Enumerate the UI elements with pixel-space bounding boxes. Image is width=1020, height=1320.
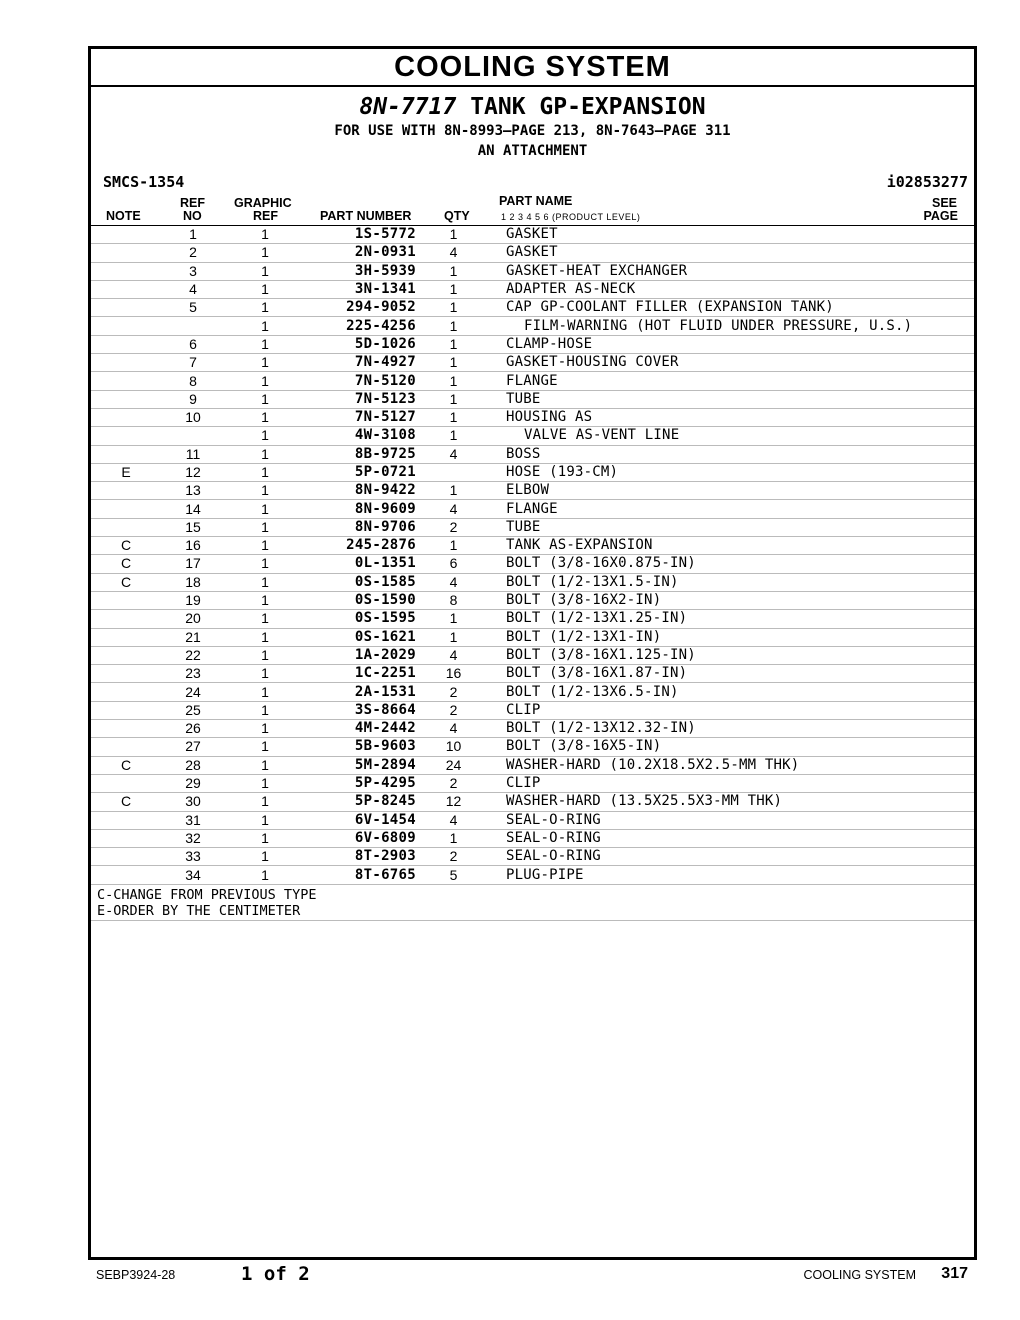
note-cell <box>91 683 161 701</box>
graphic-ref-cell: 1 <box>225 665 305 683</box>
table-row <box>91 848 974 866</box>
table-row <box>91 665 974 683</box>
ref-no-cell: 18 <box>161 573 225 591</box>
doc-id: i02853277 <box>886 173 968 191</box>
part-name-cell: GASKET-HEAT EXCHANGER <box>491 262 974 280</box>
qty-cell: 1 <box>416 354 491 372</box>
table-row <box>91 463 974 481</box>
qty-cell: 1 <box>416 335 491 353</box>
ref-no-cell: 2 <box>161 244 225 262</box>
ref-no-cell: 21 <box>161 628 225 646</box>
qty-cell: 4 <box>416 573 491 591</box>
part-number-cell: 8T-6765 <box>305 866 416 884</box>
ref-no-cell: 10 <box>161 408 225 426</box>
graphic-ref-cell: 1 <box>225 408 305 426</box>
table-row <box>91 555 974 573</box>
graphic-ref-cell: 1 <box>225 244 305 262</box>
part-number-cell: 1C-2251 <box>305 665 416 683</box>
part-name-cell: ADAPTER AS-NECK <box>491 280 974 298</box>
part-name-cell: PLUG-PIPE <box>491 866 974 884</box>
graphic-ref-cell: 1 <box>225 829 305 847</box>
graphic-ref-cell: 1 <box>225 774 305 792</box>
part-name-cell: CLIP <box>491 701 974 719</box>
qty-cell: 6 <box>416 555 491 573</box>
part-number-cell: 0S-1621 <box>305 628 416 646</box>
parts-page-frame <box>88 46 977 1260</box>
part-number-cell: 3N-1341 <box>305 280 416 298</box>
table-row <box>91 738 974 756</box>
part-number-cell: 294-9052 <box>305 299 416 317</box>
table-row <box>91 628 974 646</box>
graphic-ref-cell: 1 <box>225 793 305 811</box>
graphic-ref-cell: 1 <box>225 518 305 536</box>
note-cell <box>91 427 161 445</box>
part-number-cell: 8B-9725 <box>305 445 416 463</box>
part-name-cell: FLANGE <box>491 500 974 518</box>
part-name-cell: BOLT (1/2-13X1.5-IN) <box>491 573 974 591</box>
note-cell <box>91 372 161 390</box>
note-cell <box>91 280 161 298</box>
note-cell <box>91 591 161 609</box>
footer-page-number: 317 <box>941 1265 968 1282</box>
note-cell: C <box>91 793 161 811</box>
table-row <box>91 518 974 536</box>
ref-no-cell: 25 <box>161 701 225 719</box>
part-number-cell: 6V-6809 <box>305 829 416 847</box>
qty-cell: 1 <box>416 628 491 646</box>
table-row <box>91 701 974 719</box>
ref-no-cell: 19 <box>161 591 225 609</box>
ref-no-cell: 1 <box>161 226 225 244</box>
part-number-cell: 245-2876 <box>305 537 416 555</box>
note-cell: C <box>91 555 161 573</box>
table-row <box>91 610 974 628</box>
part-number-cell: 0S-1595 <box>305 610 416 628</box>
graphic-ref-cell: 1 <box>225 427 305 445</box>
graphic-ref-cell: 1 <box>225 646 305 664</box>
part-name-cell: ELBOW <box>491 482 974 500</box>
qty-cell: 5 <box>416 866 491 884</box>
graphic-ref-cell: 1 <box>225 262 305 280</box>
graphic-ref-cell: 1 <box>225 701 305 719</box>
ref-no-cell: 16 <box>161 537 225 555</box>
qty-cell: 2 <box>416 848 491 866</box>
header-graphic-bottom: REF <box>253 209 278 223</box>
ref-no-cell: 14 <box>161 500 225 518</box>
ref-no-cell: 5 <box>161 299 225 317</box>
note-cell <box>91 317 161 335</box>
part-number-cell: 5P-8245 <box>305 793 416 811</box>
table-row <box>91 408 974 426</box>
group-title <box>91 93 974 121</box>
qty-cell: 8 <box>416 591 491 609</box>
part-number-cell: 7N-5123 <box>305 390 416 408</box>
part-name-cell: TUBE <box>491 390 974 408</box>
ref-no-cell: 23 <box>161 665 225 683</box>
graphic-ref-cell: 1 <box>225 335 305 353</box>
ref-no-cell: 3 <box>161 262 225 280</box>
table-row <box>91 427 974 445</box>
ref-no-cell: 27 <box>161 738 225 756</box>
note-centimeter: E-ORDER BY THE CENTIMETER <box>97 902 301 919</box>
header-note: NOTE <box>106 209 141 223</box>
graphic-ref-cell: 1 <box>225 573 305 591</box>
qty-cell: 1 <box>416 372 491 390</box>
part-number-cell: 0L-1351 <box>305 555 416 573</box>
table-row <box>91 646 974 664</box>
note-cell <box>91 354 161 372</box>
table-row <box>91 793 974 811</box>
table-row <box>91 866 974 884</box>
part-number-cell: 225-4256 <box>305 317 416 335</box>
table-row <box>91 354 974 372</box>
table-row <box>91 591 974 609</box>
part-number-cell: 8T-2903 <box>305 848 416 866</box>
graphic-ref-cell: 1 <box>225 610 305 628</box>
part-name-cell: BOLT (3/8-16X1.87-IN) <box>491 665 974 683</box>
graphic-ref-cell: 1 <box>225 463 305 481</box>
graphic-ref-cell: 1 <box>225 591 305 609</box>
qty-cell: 2 <box>416 518 491 536</box>
ref-no-cell: 7 <box>161 354 225 372</box>
note-cell <box>91 848 161 866</box>
header-part-number: PART NUMBER <box>320 209 412 223</box>
part-name-cell: BOLT (1/2-13X1-IN) <box>491 628 974 646</box>
ref-no-cell: 34 <box>161 866 225 884</box>
part-number-cell: 0S-1590 <box>305 591 416 609</box>
ref-no-cell: 17 <box>161 555 225 573</box>
table-row <box>91 756 974 774</box>
qty-cell: 4 <box>416 646 491 664</box>
note-cell <box>91 774 161 792</box>
qty-cell: 12 <box>416 793 491 811</box>
table-row <box>91 774 974 792</box>
qty-cell: 10 <box>416 738 491 756</box>
part-number-cell: 5P-4295 <box>305 774 416 792</box>
table-row <box>91 317 974 335</box>
qty-cell: 24 <box>416 756 491 774</box>
part-name-cell: HOSE (193-CM) <box>491 463 974 481</box>
table-row <box>91 500 974 518</box>
graphic-ref-cell: 1 <box>225 811 305 829</box>
ref-no-cell: 33 <box>161 848 225 866</box>
part-number-cell: 4M-2442 <box>305 720 416 738</box>
header-see-top: SEE <box>931 196 957 210</box>
qty-cell: 4 <box>416 244 491 262</box>
part-name-cell: BOLT (3/8-16X0.875-IN) <box>491 555 974 573</box>
note-cell <box>91 262 161 280</box>
note-cell: E <box>91 463 161 481</box>
part-name-cell: BOLT (3/8-16X2-IN) <box>491 591 974 609</box>
note-cell <box>91 829 161 847</box>
ref-no-cell <box>161 427 225 445</box>
part-number-cell: 8N-9706 <box>305 518 416 536</box>
part-number-cell: 8N-9422 <box>305 482 416 500</box>
qty-cell: 1 <box>416 427 491 445</box>
ref-no-cell: 29 <box>161 774 225 792</box>
part-number-cell: 6V-1454 <box>305 811 416 829</box>
table-row <box>91 372 974 390</box>
qty-cell: 4 <box>416 811 491 829</box>
note-cell <box>91 701 161 719</box>
note-cell <box>91 482 161 500</box>
table-row <box>91 720 974 738</box>
ref-no-cell: 20 <box>161 610 225 628</box>
table-row <box>91 299 974 317</box>
qty-cell: 2 <box>416 683 491 701</box>
table-row <box>91 482 974 500</box>
header-product-levels: 1 2 3 4 5 6 (PRODUCT LEVEL) <box>501 212 641 222</box>
part-number-cell: 2N-0931 <box>305 244 416 262</box>
note-cell <box>91 408 161 426</box>
graphic-ref-cell: 1 <box>225 226 305 244</box>
part-number-cell: 5D-1026 <box>305 335 416 353</box>
table-row <box>91 683 974 701</box>
qty-cell: 1 <box>416 226 491 244</box>
part-name-cell: TUBE <box>491 518 974 536</box>
part-name-cell: CAP GP-COOLANT FILLER (EXPANSION TANK) <box>491 299 974 317</box>
qty-cell: 1 <box>416 829 491 847</box>
part-name-cell: GASKET <box>491 226 974 244</box>
qty-cell: 1 <box>416 390 491 408</box>
part-name-cell: HOUSING AS <box>491 408 974 426</box>
part-name-cell: GASKET <box>491 244 974 262</box>
graphic-ref-cell: 1 <box>225 317 305 335</box>
table-row <box>91 573 974 591</box>
note-cell <box>91 610 161 628</box>
graphic-ref-cell: 1 <box>225 500 305 518</box>
ref-no-cell: 15 <box>161 518 225 536</box>
part-name-cell: CLIP <box>491 774 974 792</box>
part-number-cell: 5P-0721 <box>305 463 416 481</box>
part-name-cell: GASKET-HOUSING COVER <box>491 354 974 372</box>
qty-cell: 1 <box>416 482 491 500</box>
qty-cell: 1 <box>416 280 491 298</box>
graphic-ref-cell: 1 <box>225 683 305 701</box>
header-part-name: PART NAME <box>499 194 573 208</box>
graphic-ref-cell: 1 <box>225 445 305 463</box>
part-name-cell: BOLT (1/2-13X12.32-IN) <box>491 720 974 738</box>
header-graphic-top: GRAPHIC <box>234 196 292 210</box>
part-name-cell: WASHER-HARD (10.2X18.5X2.5-MM THK) <box>491 756 974 774</box>
header-see-bottom: PAGE <box>923 209 958 223</box>
section-title: COOLING SYSTEM <box>91 49 974 87</box>
graphic-ref-cell: 1 <box>225 720 305 738</box>
qty-cell: 16 <box>416 665 491 683</box>
ref-no-cell: 26 <box>161 720 225 738</box>
note-cell <box>91 628 161 646</box>
ref-no-cell: 4 <box>161 280 225 298</box>
note-cell <box>91 390 161 408</box>
note-cell <box>91 866 161 884</box>
header-ref-top: REF <box>180 196 205 210</box>
part-number-cell: 3H-5939 <box>305 262 416 280</box>
table-row <box>91 445 974 463</box>
qty-cell: 2 <box>416 774 491 792</box>
ref-no-cell: 28 <box>161 756 225 774</box>
part-name-cell: BOLT (1/2-13X1.25-IN) <box>491 610 974 628</box>
graphic-ref-cell: 1 <box>225 354 305 372</box>
note-cell <box>91 244 161 262</box>
parts-table <box>91 226 974 885</box>
table-row <box>91 390 974 408</box>
note-cell <box>91 445 161 463</box>
graphic-ref-cell: 1 <box>225 848 305 866</box>
part-name-cell: SEAL-O-RING <box>491 811 974 829</box>
note-cell <box>91 226 161 244</box>
part-name-cell: BOSS <box>491 445 974 463</box>
ref-no-cell: 22 <box>161 646 225 664</box>
footer-doc-number: SEBP3924-28 <box>96 1268 176 1282</box>
part-number-cell: 7N-4927 <box>305 354 416 372</box>
part-name-cell: VALVE AS-VENT LINE <box>491 427 974 445</box>
note-cell <box>91 518 161 536</box>
qty-cell: 1 <box>416 610 491 628</box>
part-number-cell: 2A-1531 <box>305 683 416 701</box>
smcs-row <box>91 169 974 195</box>
table-row <box>91 829 974 847</box>
graphic-ref-cell: 1 <box>225 280 305 298</box>
graphic-ref-cell: 1 <box>225 628 305 646</box>
ref-no-cell: 32 <box>161 829 225 847</box>
qty-cell: 4 <box>416 720 491 738</box>
note-cell <box>91 665 161 683</box>
graphic-ref-cell: 1 <box>225 299 305 317</box>
footer-sheet: 1 of 2 <box>241 1263 310 1285</box>
ref-no-cell: 24 <box>161 683 225 701</box>
group-part-number: 8N-7717 <box>359 94 457 120</box>
qty-cell: 1 <box>416 408 491 426</box>
part-number-cell: 1S-5772 <box>305 226 416 244</box>
graphic-ref-cell: 1 <box>225 738 305 756</box>
note-cell <box>91 335 161 353</box>
smcs-code: SMCS-1354 <box>103 173 185 191</box>
attachment-label: AN ATTACHMENT <box>477 143 588 159</box>
part-number-cell: 7N-5127 <box>305 408 416 426</box>
graphic-ref-cell: 1 <box>225 390 305 408</box>
table-row <box>91 537 974 555</box>
ref-no-cell: 6 <box>161 335 225 353</box>
part-name-cell: FILM-WARNING (HOT FLUID UNDER PRESSURE, U.S.) <box>491 317 974 335</box>
part-number-cell: 3S-8664 <box>305 701 416 719</box>
table-header <box>91 195 974 226</box>
graphic-ref-cell: 1 <box>225 537 305 555</box>
part-name-cell: WASHER-HARD (13.5X25.5X3-MM THK) <box>491 793 974 811</box>
qty-cell: 1 <box>416 262 491 280</box>
ref-no-cell: 9 <box>161 390 225 408</box>
table-row <box>91 226 974 244</box>
part-name-cell: BOLT (3/8-16X1.125-IN) <box>491 646 974 664</box>
footer-section: COOLING SYSTEM <box>803 1268 916 1282</box>
part-number-cell: 5M-2894 <box>305 756 416 774</box>
header-ref-bottom: NO <box>183 209 202 223</box>
notes-block <box>91 885 974 921</box>
qty-cell <box>416 463 491 481</box>
table-row <box>91 280 974 298</box>
ref-no-cell: 13 <box>161 482 225 500</box>
part-name-cell: SEAL-O-RING <box>491 848 974 866</box>
table-row <box>91 244 974 262</box>
graphic-ref-cell: 1 <box>225 482 305 500</box>
parts-table-body <box>91 226 974 884</box>
note-cell <box>91 299 161 317</box>
note-cell <box>91 738 161 756</box>
note-cell: C <box>91 756 161 774</box>
qty-cell: 1 <box>416 299 491 317</box>
graphic-ref-cell: 1 <box>225 756 305 774</box>
ref-no-cell: 12 <box>161 463 225 481</box>
note-cell <box>91 811 161 829</box>
qty-cell: 1 <box>416 537 491 555</box>
qty-cell: 4 <box>416 445 491 463</box>
ref-no-cell: 11 <box>161 445 225 463</box>
part-name-cell: SEAL-O-RING <box>491 829 974 847</box>
part-number-cell: 5B-9603 <box>305 738 416 756</box>
table-row <box>91 262 974 280</box>
graphic-ref-cell: 1 <box>225 555 305 573</box>
part-name-cell: CLAMP-HOSE <box>491 335 974 353</box>
note-change: C-CHANGE FROM PREVIOUS TYPE <box>97 886 317 903</box>
part-name-cell: FLANGE <box>491 372 974 390</box>
note-cell: C <box>91 573 161 591</box>
ref-no-cell: 30 <box>161 793 225 811</box>
part-name-cell: BOLT (1/2-13X6.5-IN) <box>491 683 974 701</box>
part-number-cell: 0S-1585 <box>305 573 416 591</box>
graphic-ref-cell: 1 <box>225 372 305 390</box>
for-use-with: FOR USE WITH 8N-8993—PAGE 213, 8N-7643—PAGE 311 <box>334 123 731 139</box>
note-cell: C <box>91 537 161 555</box>
table-row <box>91 811 974 829</box>
ref-no-cell <box>161 317 225 335</box>
part-number-cell: 4W-3108 <box>305 427 416 445</box>
part-name-cell: BOLT (3/8-16X5-IN) <box>491 738 974 756</box>
table-row <box>91 335 974 353</box>
part-number-cell: 7N-5120 <box>305 372 416 390</box>
ref-no-cell: 31 <box>161 811 225 829</box>
ref-no-cell: 8 <box>161 372 225 390</box>
part-name-cell: TANK AS-EXPANSION <box>491 537 974 555</box>
group-name: TANK GP-EXPANSION <box>470 94 706 120</box>
note-cell <box>91 646 161 664</box>
note-cell <box>91 720 161 738</box>
qty-cell: 1 <box>416 317 491 335</box>
header-qty: QTY <box>444 209 470 223</box>
part-number-cell: 8N-9609 <box>305 500 416 518</box>
note-cell <box>91 500 161 518</box>
part-number-cell: 1A-2029 <box>305 646 416 664</box>
graphic-ref-cell: 1 <box>225 866 305 884</box>
qty-cell: 4 <box>416 500 491 518</box>
qty-cell: 2 <box>416 701 491 719</box>
